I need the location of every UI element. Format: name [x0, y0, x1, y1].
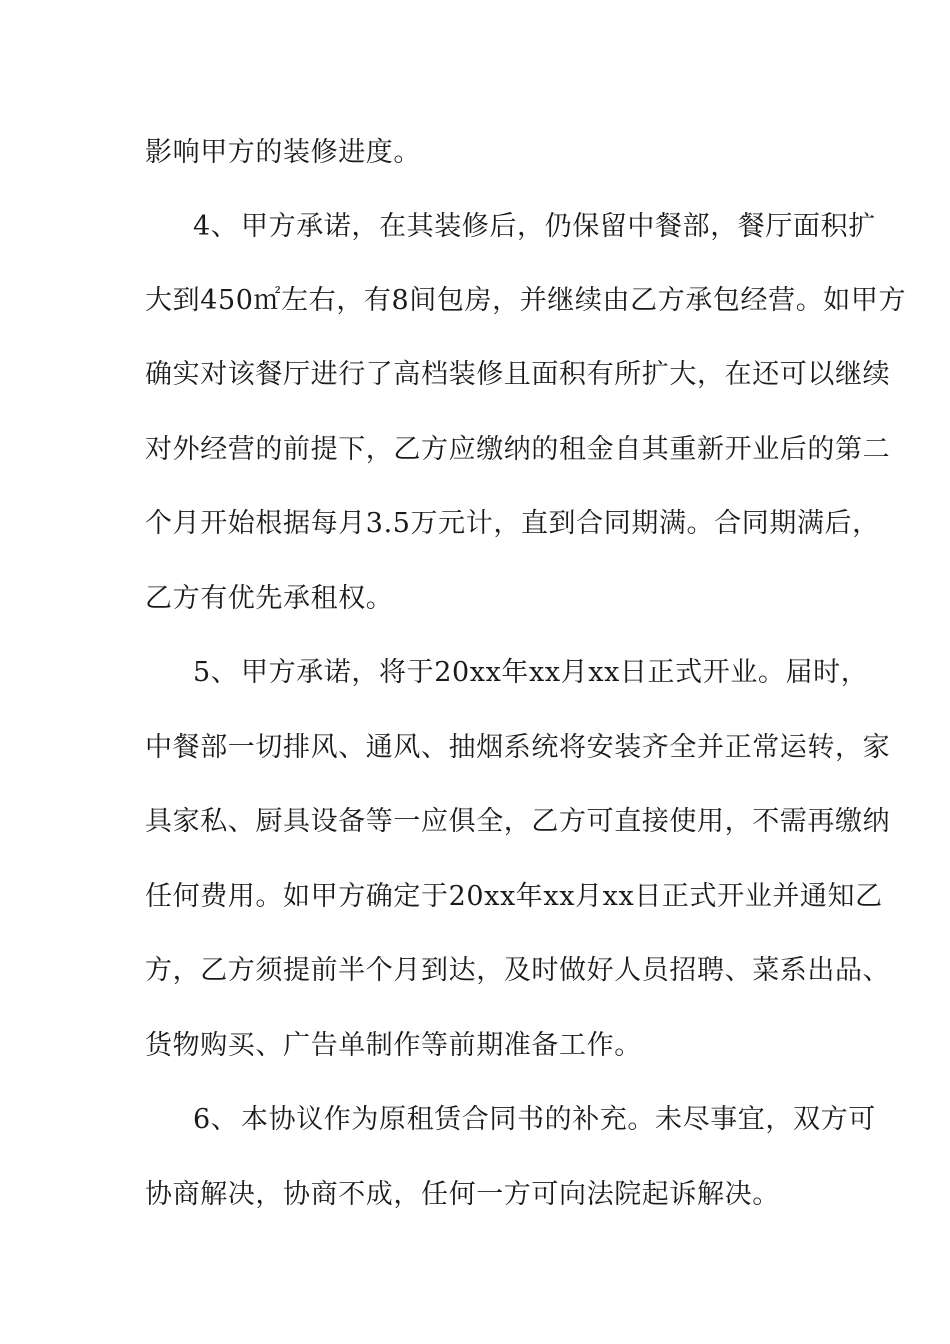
text-line: 协商解决，协商不成，任何一方可向法院起诉解决。	[145, 1179, 780, 1210]
text-line: 任何费用。如甲方确定于20xx年xx月xx日正式开业并通知乙	[145, 881, 883, 912]
text-line: 影响甲方的装修进度。	[145, 137, 421, 168]
text-line: 中餐部一切排风、通风、抽烟系统将安装齐全并正常运转，家	[145, 732, 891, 763]
text-line: 甲方承诺，将于20xx年xx月xx日正式开业。届时，	[241, 657, 869, 688]
clause-5	[193, 653, 868, 693]
text-line: 大到450㎡左右，有8间包房，并继续由乙方承包经营。如甲方	[145, 285, 907, 316]
clause-4	[193, 207, 876, 247]
text-line: 方，乙方须提前半个月到达，及时做好人员招聘、菜系出品、	[145, 955, 891, 986]
clause-number: 5、	[193, 657, 239, 688]
text-line: 确实对该餐厅进行了高档装修且面积有所扩大，在还可以继续	[145, 359, 891, 390]
text-line: 个月开始根据每月3.5万元计，直到合同期满。合同期满后，	[145, 508, 880, 539]
text-line: 货物购买、广告单制作等前期准备工作。	[145, 1030, 642, 1061]
text-line: 本协议作为原租赁合同书的补充。未尽事宜，双方可	[241, 1104, 876, 1135]
text-line: 甲方承诺，在其装修后，仍保留中餐部，餐厅面积扩	[241, 211, 876, 242]
text-line: 具家私、厨具设备等一应俱全，乙方可直接使用，不需再缴纳	[145, 806, 891, 837]
clause-number: 6、	[193, 1104, 239, 1135]
text-line: 乙方有优先承租权。	[145, 583, 394, 614]
clause-number: 4、	[193, 211, 239, 242]
text-line: 对外经营的前提下，乙方应缴纳的租金自其重新开业后的第二	[145, 434, 891, 465]
clause-6	[193, 1100, 876, 1140]
